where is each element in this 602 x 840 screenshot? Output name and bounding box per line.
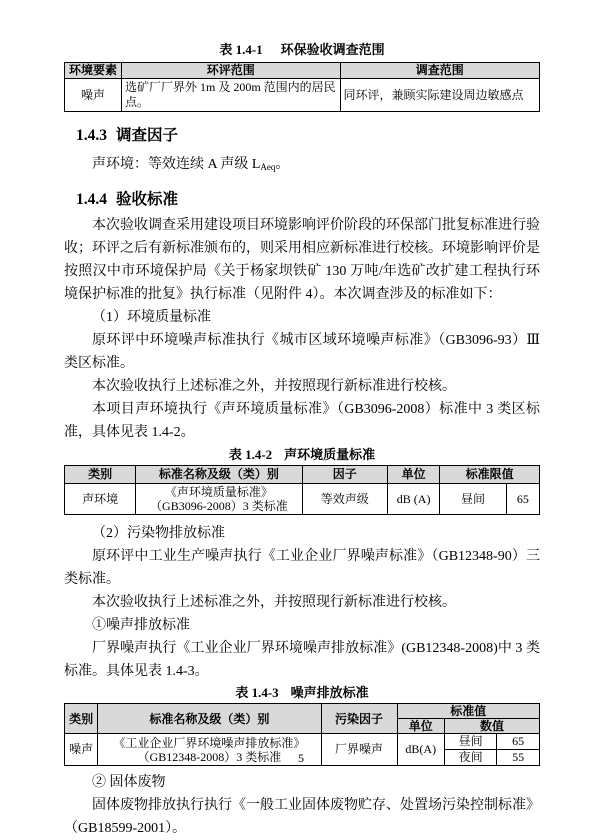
table-cell: 55 (497, 750, 540, 766)
paragraph: 本次验收执行上述标准之外，并按照现行新标准进行校核。 (92, 379, 456, 394)
table-2-caption-text: 声环境质量标准 (284, 447, 376, 462)
table-3-caption-text: 噪声排放标准 (290, 685, 369, 700)
column-header: 调查范围 (340, 63, 540, 79)
section-heading-1-4-4 (64, 190, 540, 210)
table-cell: 噪声 (65, 79, 122, 112)
table-cell (136, 484, 302, 515)
table-cell: 65 (506, 484, 539, 515)
table-cell: 65 (497, 734, 540, 750)
table-cell: 选矿厂厂界外 1m 及 200m 范围内的居民点。 (122, 79, 341, 112)
column-header: 单位 (397, 719, 445, 734)
standard-name-line2: （GB12348-2008）3 类标准 (137, 749, 282, 764)
column-header: 标准名称及级（类）别 (98, 704, 321, 734)
paragraph: 厂界噪声执行《工业企业厂界环境噪声排放标准》(GB12348-2008)中 3 类标准。具体见表 1.4-3。 (64, 641, 540, 679)
paragraph: 本次验收执行上述标准之外，并按照现行新标准进行校核。 (92, 595, 456, 610)
table-3-caption-label: 表 1.4-3 (235, 685, 279, 700)
table-cell: 声环境 (65, 484, 136, 515)
table-3-caption (64, 685, 540, 701)
table-cell: 昼间 (440, 484, 507, 515)
table-1-caption-label: 表 1.4-1 (219, 42, 263, 57)
paragraph: ①噪声排放标准 (92, 618, 190, 633)
column-header: 标准限值 (440, 466, 540, 484)
table-row (65, 704, 540, 719)
table-cell: 夜间 (445, 750, 497, 766)
paragraph: （2）污染物排放标准 (92, 526, 225, 541)
standard-name-line2: （GB3096-2008）3 类标准 (150, 499, 288, 513)
table-acoustic-quality-standard (64, 465, 540, 515)
paragraph: 原环评中环境噪声标准执行《城市区域环境噪声标准》（GB3096-93）Ⅲ类区标准。 (64, 333, 540, 371)
column-header: 因子 (302, 466, 388, 484)
paragraph: 原环评中工业生产噪声执行《工业企业厂界噪声标准》（GB12348-90）三类标准。 (64, 549, 540, 587)
table-cell: 昼间 (445, 734, 497, 750)
table-cell: dB(A) (397, 734, 445, 766)
section-heading-1-4-3 (64, 126, 540, 146)
paragraph: 固体废物排放执行执行《一般工业固体废物贮存、处置场污染控制标准》（GB18599-2001）。 (64, 798, 540, 836)
paragraph-survey-factor (64, 153, 540, 179)
table-cell: 同环评，兼顾实际建设周边敏感点 (340, 79, 540, 112)
table-cell: dB (A) (388, 484, 440, 515)
table-row (65, 79, 540, 112)
factor-text: 声环境：等效连续 A 声级 L (92, 157, 261, 172)
table-row (65, 734, 540, 750)
column-header: 单位 (388, 466, 440, 484)
factor-text-end: 。 (275, 157, 290, 172)
paragraph: 本次验收调查采用建设项目环境影响评价阶段的环保部门批复标准进行验收；环评之后有新标准颁布的，则采用相应新标准进行校核。环境影响评价是按照汉中市环境保护局《关于杨家坝铁矿 130 万吨/年选矿改扩建工程执行环境保护标准的批复》执行标准（见附件 4）。本次调查涉及的标准如下： (64, 218, 540, 302)
table-2-caption (64, 447, 540, 463)
section-number: 1.4.3 (76, 127, 107, 144)
table-cell: 噪声 (65, 734, 98, 766)
table-row (65, 63, 540, 79)
paragraph: ② 固体废物 (92, 775, 166, 790)
column-header: 数值 (445, 719, 540, 734)
standard-name-line1: 《声环境质量标准》 (164, 485, 273, 499)
paragraph: 本项目声环境执行《声环境质量标准》（GB3096-2008）标准中 3 类区标准，具体见表 1.4-2。 (64, 402, 540, 440)
section-title: 调查因子 (116, 127, 179, 144)
page-number: 5 (298, 751, 304, 765)
table-row (65, 466, 540, 484)
table-acceptance-survey-scope (64, 62, 540, 112)
column-header: 环境要素 (65, 63, 122, 79)
standard-name-line1: 《工业企业厂界环境噪声排放标准》 (113, 735, 306, 750)
paragraph: （1）环境质量标准 (92, 310, 211, 325)
column-header: 标准值 (397, 704, 540, 719)
section-number: 1.4.4 (76, 191, 107, 208)
table-1-caption (64, 42, 540, 58)
column-header: 污染因子 (321, 704, 397, 734)
table-cell: 厂界噪声 (321, 734, 397, 766)
table-1-caption-text: 环保验收调查范围 (280, 42, 385, 57)
table-row (65, 484, 540, 515)
section-title: 验收标准 (116, 191, 179, 208)
column-header: 类别 (65, 466, 136, 484)
table-cell: 等效声级 (302, 484, 388, 515)
table-2-caption-label: 表 1.4-2 (228, 447, 273, 462)
column-header: 类别 (65, 704, 98, 734)
factor-subscript: Aeq (260, 162, 276, 172)
column-header: 标准名称及级（类）别 (136, 466, 302, 484)
column-header: 环评范围 (122, 63, 341, 79)
